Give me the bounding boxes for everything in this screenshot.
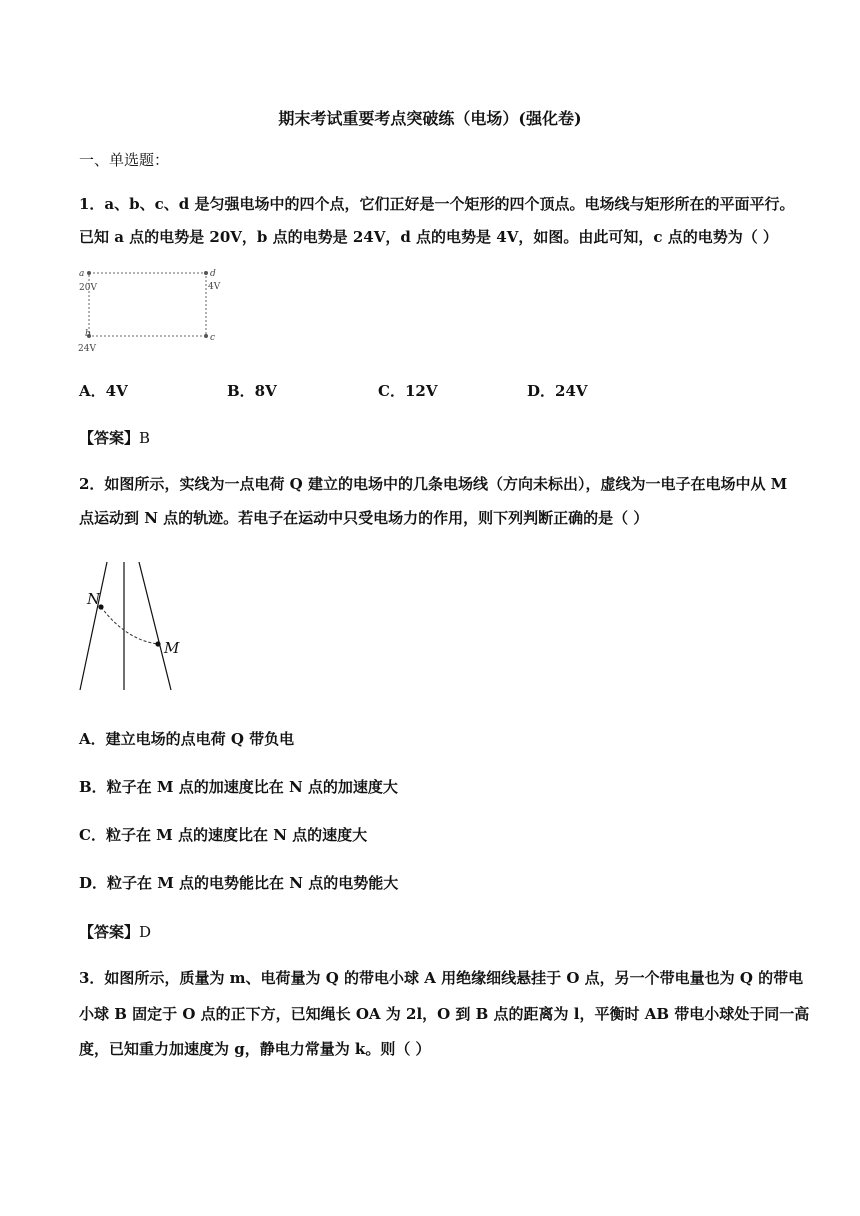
answer-value: B	[139, 429, 151, 447]
question-2-option-d: D．粒子在 M 点的电势能比在 N 点的电势能大	[79, 874, 399, 892]
question-2-line-2: 点运动到 N 点的轨迹。若电子在运动中只受电场力的作用，则下列判断正确的是（ ）	[79, 509, 649, 527]
question-1-answer	[79, 428, 150, 448]
question-1-option-d: D．24V	[527, 382, 588, 400]
label-d: d	[210, 269, 216, 279]
answer-label: 【答案】	[79, 429, 140, 447]
electron-trajectory	[101, 607, 158, 644]
question-2-line-1: 2．如图所示，实线为一点电荷 Q 建立的电场中的几条电场线（方向未标出），虚线为一电子在电场中从 M	[79, 475, 788, 493]
question-2-option-c: C．粒子在 M 点的速度比在 N 点的速度大	[79, 826, 368, 844]
question-1-line-1: 1．a、b、c、d 是匀强电场中的四个点，它们正好是一个矩形的四个顶点。电场线与矩形所在的平面平行。	[79, 195, 795, 213]
question-1-rectangle-figure	[76, 264, 226, 356]
question-2-option-a: A．建立电场的点电荷 Q 带负电	[79, 730, 295, 748]
label-a: a	[79, 269, 85, 279]
question-3-line-1: 3．如图所示，质量为 m、电荷量为 Q 的带电小球 A 用绝缘细线悬挂于 O 点，另一个带电量也为 Q 的带电	[79, 969, 804, 987]
field-line-left	[80, 562, 107, 690]
label-n: N	[87, 590, 101, 608]
value-b: 24V	[78, 344, 96, 354]
question-3-line-2: 小球 B 固定于 O 点的正下方，已知绳长 OA 为 2l，O 到 B 点的距离为 l，平衡时 AB 带电小球处于同一高	[79, 1005, 810, 1023]
label-m: M	[164, 639, 180, 657]
answer-label: 【答案】	[79, 923, 140, 941]
label-c: c	[210, 333, 216, 343]
question-1-option-b: B．8V	[227, 382, 277, 400]
answer-value: D	[139, 923, 152, 941]
point-m	[155, 641, 160, 646]
section-heading: 一、单选题：	[79, 151, 170, 169]
question-2-option-b: B．粒子在 M 点的加速度比在 N 点的加速度大	[79, 778, 398, 796]
question-2-field-line-figure	[76, 560, 196, 696]
point-d	[204, 271, 208, 275]
point-c	[204, 334, 208, 338]
point-a	[87, 271, 91, 275]
question-1-option-a: A．4V	[79, 382, 128, 400]
field-line-right	[139, 562, 171, 690]
page-title: 期末考试重要考点突破练（电场）(强化卷)	[278, 109, 582, 128]
label-b: b	[85, 329, 91, 339]
question-1-option-c: C．12V	[378, 382, 438, 400]
question-3-line-3: 度，已知重力加速度为 g，静电力常量为 k。则（ ）	[79, 1040, 431, 1058]
question-2-answer	[79, 922, 151, 942]
question-1-line-2: 已知 a 点的电势是 20V，b 点的电势是 24V，d 点的电势是 4V，如图。由此可知，c 点的电势为（ ）	[79, 228, 778, 246]
dashed-rectangle	[89, 273, 206, 336]
value-a: 20V	[79, 283, 97, 293]
value-d: 4V	[208, 282, 221, 292]
